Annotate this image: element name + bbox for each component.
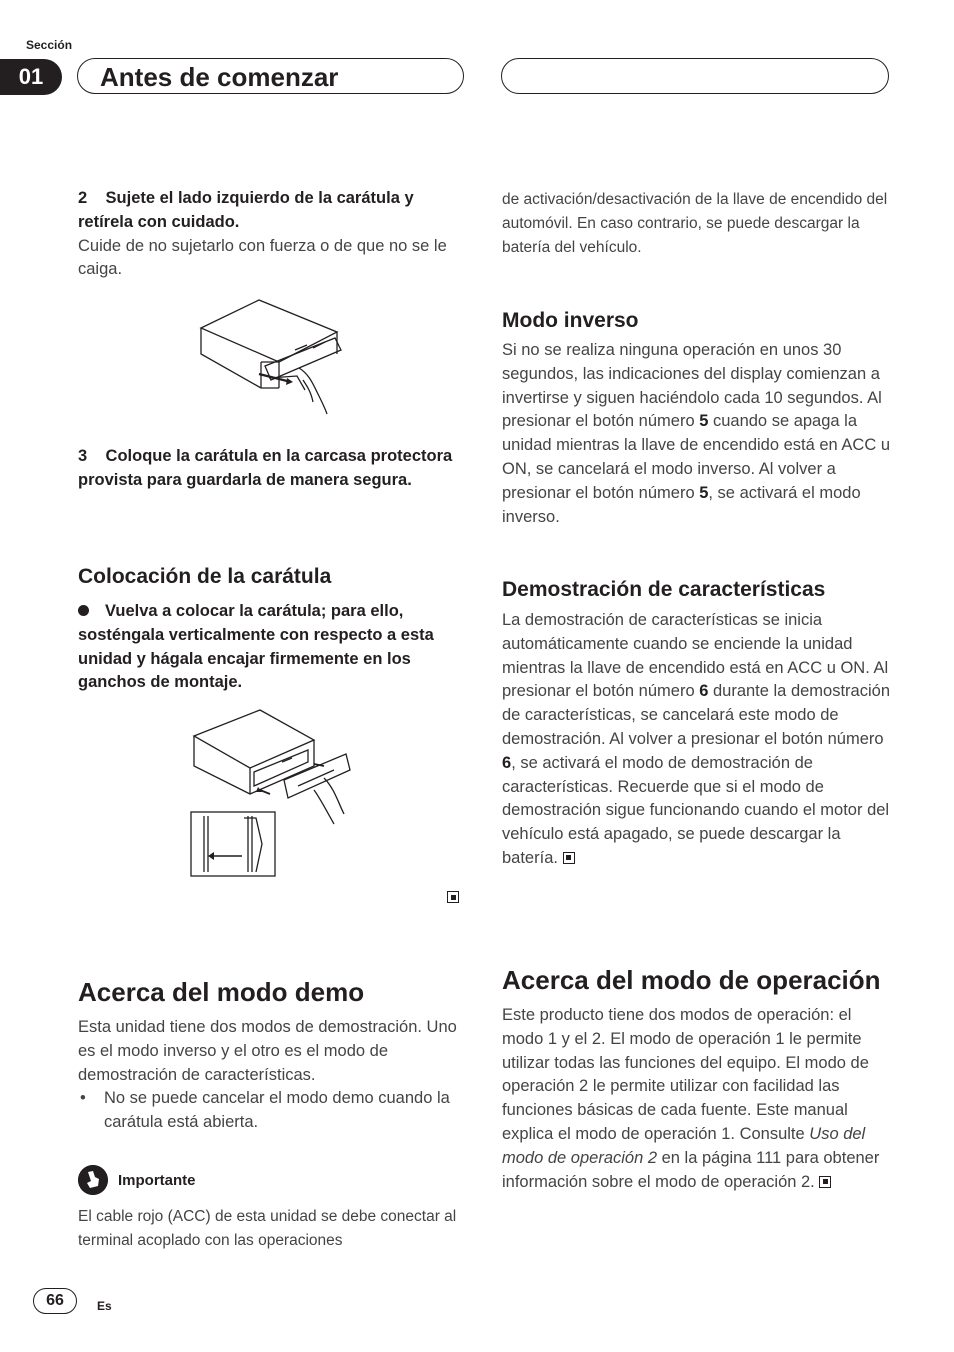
inverso-button-5: 5 [699, 412, 709, 431]
step-3-number: 3 [78, 447, 88, 465]
section-label: Sección [26, 38, 73, 52]
inverso-text-1: Si no se realiza ninguna operación en unos 30 segundos, las indicaciones del display comienzan a invertirse y siguen haciéndolo cada 10 segundos. Al presionar el botón número [502, 341, 882, 431]
stop-square-icon [447, 891, 459, 903]
demo-body: Esta unidad tiene dos modos de demostración. Uno es el modo inverso y el otro es el modo de demostración de características. [78, 1018, 457, 1084]
demo-note-text: No se puede cancelar el modo demo cuando la carátula está abierta. [104, 1089, 450, 1132]
bullet-dot-icon [78, 605, 89, 616]
demo-feat-text-2: durante la demostración de características, se cancelará este modo de demostración. Al volver a presionar el botón número [502, 682, 890, 748]
demo-section-body [78, 1016, 464, 1135]
operacion-heading: Acerca del modo de operación [502, 965, 881, 995]
section-title: Antes de comenzar [100, 62, 339, 92]
page-number: 66 [33, 1288, 77, 1314]
inverso-heading: Modo inverso [502, 309, 639, 332]
language-code: Es [97, 1299, 112, 1313]
operacion-reference: Uso del modo de operación 2 [502, 1124, 866, 1167]
inverso-text-3: , se activará el modo inverso. [502, 483, 861, 526]
step-3 [78, 445, 464, 493]
demo-feat-button-6-again: 6 [502, 753, 512, 772]
step-2 [78, 187, 464, 282]
colocacion-heading: Colocación de la carátula [78, 565, 332, 588]
important-label: Importante [118, 1171, 196, 1189]
note-bullet: • [80, 1089, 86, 1108]
demo-note [78, 1087, 464, 1135]
step-3-title: Coloque la carátula en la carcasa protectora provista para guardarla de manera segura. [78, 447, 453, 489]
demo-feat-text-3: , se activará el modo de demostración de características. Recuerde que si el modo de demostración sigue funcionando cuando el motor del vehículo está apagado, se puede descargar la batería. [502, 753, 890, 867]
step-2-body: Cuide de no sujetarlo con fuerza o de que no se le caiga. [78, 236, 447, 279]
demo-feat-button-6: 6 [699, 682, 709, 701]
stop-square-icon [819, 1176, 831, 1188]
operacion-text-1: Este producto tiene dos modos de operación: el modo 1 y el 2. El modo de operación 1 le permite utilizar todas las funciones del equipo. El modo de operación 2 le permite utilizar con facilidad las funciones básicas de cada fuente. Este manual explica el modo de operación 1. Consulte [502, 1006, 869, 1143]
demo-heading: Acerca del modo demo [78, 977, 365, 1007]
right-header-frame [501, 58, 889, 94]
step-2-number: 2 [78, 189, 88, 207]
operacion-text-2: en la página 111 para obtener información sobre el modo de operación 2. [502, 1148, 880, 1191]
step-2-title-text: Sujete el lado izquierdo de la carátula y retírela con cuidado. [78, 189, 414, 231]
colocacion-bullet-text: Vuelva a colocar la carátula; para ello, sosténgala verticalmente con respecto a esta unidad y hágala encajar firmemente en los ganchos de montaje. [78, 602, 434, 692]
demo-feat-text-1: La demostración de características se inicia automáticamente cuando se enciende la unidad mientras la llave de encendido está en ACC u ON. Al presionar el botón número [502, 611, 889, 701]
important-block [78, 1165, 196, 1195]
inverso-body [502, 339, 890, 529]
inverso-text-2: cuando se apaga la unidad mientras la llave de encendido está en ACC u ON, se cancelará el modo inverso. Al volver a presionar el botón número [502, 412, 890, 502]
remove-faceplate-illustration [195, 292, 345, 417]
continuation-text: de activación/desactivación de la llave de encendido del automóvil. En caso contrario, se puede descargar la batería del vehículo. [502, 191, 888, 256]
important-hand-icon [78, 1165, 108, 1195]
colocacion-bullet [78, 600, 464, 695]
stop-square-icon [563, 852, 575, 864]
demo-feat-body [502, 609, 890, 871]
end-of-section-mark [447, 889, 459, 907]
important-body: El cable rojo (ACC) de esta unidad se debe conectar al terminal acoplado con las operaciones [78, 1208, 457, 1249]
section-number-badge: 01 [0, 59, 62, 95]
demo-feat-heading: Demostración de características [502, 578, 826, 601]
attach-faceplate-illustration [188, 706, 358, 881]
inverso-button-5-again: 5 [699, 483, 709, 502]
step-2-title [78, 187, 464, 235]
operacion-body [502, 1004, 890, 1194]
